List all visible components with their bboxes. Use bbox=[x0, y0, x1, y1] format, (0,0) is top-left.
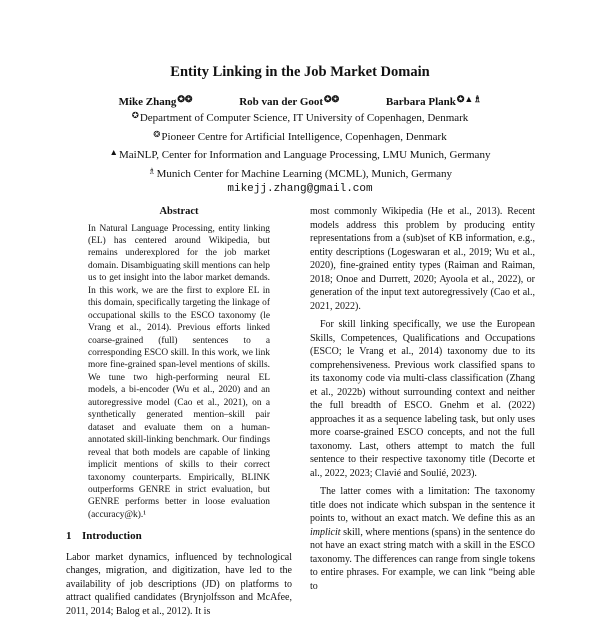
body-paragraph-3 bbox=[310, 485, 535, 593]
affiliation-text: Munich Center for Machine Learning (MCML), Munich, Germany bbox=[156, 167, 453, 180]
paragraph-text: skill, where mentions (spans) in the sentence do not have an exact string match with a skill in the ESCO taxonomy. The differences can range from single tokens to entire phrases. For example, we can link “being able to bbox=[310, 526, 535, 592]
section-heading-introduction bbox=[66, 530, 292, 544]
paragraph-text: The latter comes with a limitation: The taxonomy title does not indicate which subspan in the sentence it points to, without an exact match. We define this as an bbox=[310, 486, 535, 524]
affiliation-marks: ✪▲♗ bbox=[456, 94, 482, 104]
affiliation-block bbox=[0, 108, 600, 198]
emphasized-term: implicit bbox=[310, 526, 341, 538]
affiliation-text: Department of Computer Science, IT University of Copenhagen, Denmark bbox=[139, 112, 469, 124]
author-name: Mike Zhang bbox=[118, 96, 177, 108]
affiliation-mark-icon: ✪ bbox=[131, 110, 139, 120]
section-number: 1 bbox=[66, 530, 72, 543]
abstract-heading: Abstract bbox=[159, 206, 199, 217]
affiliation-text: Pioneer Centre for Artificial Intelligence, Copenhagen, Denmark bbox=[161, 130, 447, 143]
affiliation-1 bbox=[0, 108, 600, 127]
affiliation-mark-icon: ❂ bbox=[153, 128, 161, 139]
author-list bbox=[0, 94, 600, 108]
author-name: Barbara Plank bbox=[385, 96, 456, 108]
left-column bbox=[66, 205, 292, 618]
affiliation-mark-icon: ♗ bbox=[147, 165, 156, 176]
right-column bbox=[310, 205, 535, 593]
affiliation-text: MaiNLP, Center for Information and Language Processing, LMU Munich, Germany bbox=[118, 149, 491, 161]
affiliation-4 bbox=[0, 164, 600, 183]
affiliation-marks: ✪❂ bbox=[324, 94, 340, 104]
author-email[interactable]: mikejj.zhang@gmail.com bbox=[227, 183, 373, 195]
introduction-paragraph: Labor market dynamics, influenced by technological changes, migration, and digitization, have led to the availability of job descriptions (JD) on platforms to attract qualified candidates (Brynjolfsson and McAfee, 2011, 2014; Balog et al., 2012). It is bbox=[66, 551, 292, 617]
body-paragraph-1: most commonly Wikipedia (He et al., 2013). Recent models address this problem by producing entity representations from a (sub)set of KB information, e.g., entity descriptions (Logeswaran et al., 2019; Wu et al., 2020), fine-grained entity types (Raiman and Raiman, 2018; Onoe and Durrett, 2020; Ayoola et al., 2022), or generation of the input text autoregressively (Cao et al., 2021, 2022). bbox=[310, 206, 535, 312]
affiliation-marks: ✪❂ bbox=[177, 94, 193, 104]
affiliation-mark-icon: ▲ bbox=[109, 147, 118, 157]
author-2 bbox=[239, 94, 339, 108]
author-3 bbox=[386, 94, 482, 108]
abstract-text: In Natural Language Processing, entity linking (EL) has centered around Wikipedia, but remains underexplored for the job market domain. Disambiguating skill mentions can help us to get insight into the labor market demands. In this work, we are the first to explore EL in this domain, specifically targeting the linkage of occupational skills to the ESCO taxonomy (le Vrang et al., 2014). Previous efforts linked coarse-grained (full) sentences to a corresponding ESCO skill. In this work, we link more fine-grained span-level mentions of skills. We tune two high-performing neural EL models, a bi-encoder (Wu et al., 2020) and an autoregressive model (Cao et al., 2021), on a synthetically generated mention–skill pair dataset and evaluate them on a human-annotated skill-linking benchmark. Our findings reveal that both models are capable of linking implicit mentions of skills to their correct taxonomy counterparts. Empirically, BLINK outperforms GENRE in strict evaluation, but GENRE performs better in loose evaluation (accuracy@k).¹ bbox=[88, 223, 270, 520]
paper-title: Entity Linking in the Job Market Domain bbox=[170, 64, 430, 80]
body-paragraph-2: For skill linking specifically, we use the European Skills, Competences, Qualifications and Occupations (ESCO; le Vrang et al., 2014) taxonomy due to its comprehensiveness. Previous work classified spans to its taxonomy code via multi-class classification (Zhang et al., 2022b) without surrounding context and neither the full breadth of ESCO. Gnehm et al. (2022) approaches it as a sequence labeling task, but only uses more coarse-grained ESCO concepts, and not the full taxonomy. Last, others attempt to match the full sentence to their respective taxonomy title (Decorte et al., 2022, 2023; Clavié and Soulié, 2023). bbox=[310, 319, 535, 479]
author-name: Rob van der Goot bbox=[239, 96, 324, 108]
author-1 bbox=[119, 94, 193, 108]
section-title: Introduction bbox=[82, 530, 142, 543]
affiliation-2 bbox=[0, 127, 600, 146]
affiliation-3 bbox=[0, 145, 600, 164]
